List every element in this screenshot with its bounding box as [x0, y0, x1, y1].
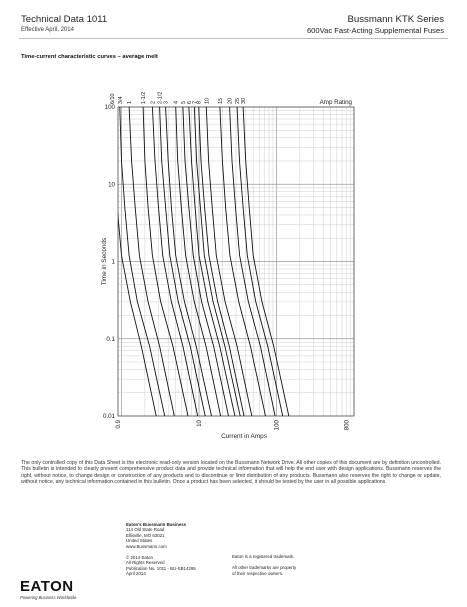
address-country: United States [126, 538, 153, 544]
eaton-logo [20, 580, 76, 600]
curve-label: 25 [235, 98, 242, 104]
logo-tagline: Powering Business Worldwide [20, 595, 77, 600]
curve-label: 4 [173, 101, 180, 104]
y-tick-label: 0.01 [102, 413, 115, 420]
curve-label: 1 [127, 101, 134, 104]
curve-label: 30 [241, 98, 248, 104]
curve-label: 8 [196, 101, 203, 104]
y-tick-label: 100 [104, 104, 115, 111]
curve-label: 6 [186, 101, 193, 104]
legend-title: Amp Rating [319, 99, 352, 106]
curve-label: 20 [227, 98, 234, 104]
trademark-line-3: of their respective owners. [232, 570, 284, 576]
company-name: Eaton's Bussmann Business [126, 522, 187, 527]
company-address [126, 522, 186, 549]
trademark-notice [232, 554, 296, 576]
x-tick-label: 0.9 [115, 420, 122, 429]
y-axis-label: Time in Seconds [101, 237, 108, 286]
x-tick-label: 100 [273, 420, 281, 431]
curve-label: 7 [192, 101, 199, 104]
curve-label: 3 [163, 101, 170, 104]
doc-title: Technical Data 1011 [21, 14, 108, 25]
curve-label: 5 [180, 101, 187, 104]
section-title: Time-current characteristic curves – average melt [21, 54, 158, 60]
x-axis-label: Current in Amps [221, 433, 267, 440]
curve-label: 10 [204, 98, 211, 104]
y-tick-label: 0.1 [106, 335, 115, 343]
effective-date: Effective April, 2014 [21, 27, 74, 33]
logo-wordmark: EATON [20, 578, 74, 595]
company-website: www.Bussmann.com [126, 543, 167, 549]
publication-number: Publication No. 1011 - BU-SB14295 [126, 565, 196, 571]
curve-label: 15 [217, 98, 224, 105]
curve-label: 1-1/2 [141, 91, 148, 104]
address-line-2: Ellisville, MO 63021 [126, 532, 165, 538]
address-line-1: 114 Old State Road [126, 527, 165, 533]
x-tick-label: 10 [196, 420, 204, 427]
x-tick-label: 800 [343, 420, 351, 431]
y-tick-label: 10 [108, 181, 115, 189]
product-subtitle: 600Vac Fast-Acting Supplemental Fuses [306, 26, 444, 35]
y-tick-label: 1 [111, 258, 115, 266]
trademark-line-2: All other trademarks are property [232, 565, 297, 571]
disclaimer-text: The only controlled copy of this Data Sheet is the electronic read-only version located on the Bussmann Network Drive. All other copies of this document are by definition uncontrolled. This bulletin is intended to clearly present comprehensive product data and provide technical information that will help the end user with design applications. Bussmann reserves the right, without notice, to change design or construction of any products and to discontinue or limit distribution of any products. Bussmann also reserves the right to change or update, without notice, any technical information contained in this bulletin. Once a product has been selected, it should be tested by the user in all possible applications. [21, 460, 441, 486]
rights-reserved: All Rights Reserved [126, 560, 165, 566]
curve-label: 2 [150, 101, 157, 104]
series-title: Bussmann KTK Series [347, 14, 444, 25]
publication-info [126, 555, 196, 577]
curve-label: 6/10 [109, 93, 116, 104]
trademark-line-1: Eaton is a registered trademark. [232, 554, 295, 559]
copyright: © 2014 Eaton [126, 555, 153, 560]
curve-label: 3/4 [117, 96, 124, 104]
curve-label: 2-1/2 [157, 91, 164, 104]
publication-date: April 2014 [126, 571, 146, 577]
